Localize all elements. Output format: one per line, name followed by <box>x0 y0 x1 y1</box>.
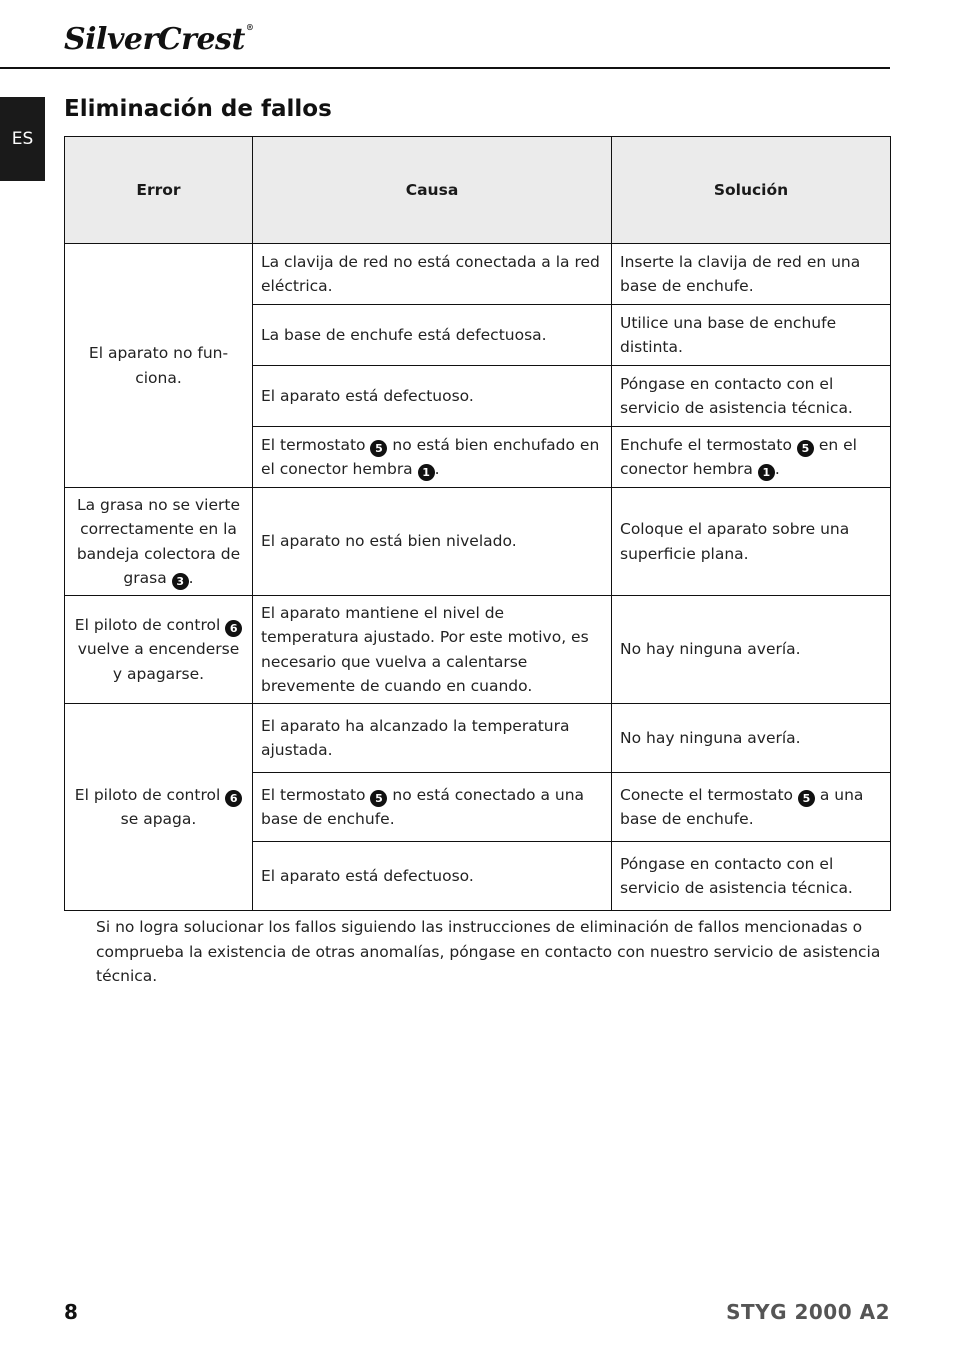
support-note: Si no logra solucionar los fallos siguiendo las instrucciones de eliminación de fallos mencionadas o comprueba la existencia de otras anomalías, póngase en contacto con nuestro servicio de asistencia técnica. <box>96 918 881 985</box>
cause-cell: La clavija de red no está conectada a la red eléctrica. <box>253 244 612 305</box>
column-header-solution: Solución <box>612 137 891 244</box>
solution-cell: Póngase en contacto con el servicio de asistencia técnica. <box>612 366 891 427</box>
language-tab-label: ES <box>11 129 34 149</box>
solution-cell: Enchufe el termostato 5 en el conector hembra 1 . <box>612 427 891 488</box>
cause-cell: El aparato mantiene el nivel de temperatura ajustado. Por este motivo, es necesario que vuelva a calentarse brevemente de cuando en cuando. <box>253 596 612 704</box>
model-code: STYG 2000 A2 <box>726 1300 890 1324</box>
column-header-cause: Causa <box>253 137 612 244</box>
solution-cell: Utilice una base de enchufe distinta. <box>612 305 891 366</box>
solution-cell: Conecte el termostato 5 a una base de enchufe. <box>612 773 891 842</box>
part-number-badge: 1 <box>418 464 435 481</box>
column-header-error: Error <box>65 137 253 244</box>
part-number-badge: 6 <box>225 790 242 807</box>
solution-cell: Coloque el aparato sobre una superficie plana. <box>612 488 891 596</box>
cause-cell: El aparato está defectuoso. <box>253 366 612 427</box>
brand-logo: SilverCrest® <box>64 22 254 57</box>
troubleshooting-table <box>64 136 891 911</box>
header-rule <box>0 67 890 69</box>
page-title: Eliminación de fallos <box>64 96 332 122</box>
table-row <box>65 596 891 704</box>
table-row <box>65 488 891 596</box>
cause-cell: El aparato no está bien nivelado. <box>253 488 612 596</box>
solution-cell: Inserte la clavija de red en una base de enchufe. <box>612 244 891 305</box>
error-cell: La grasa no se vierte correctamente en la bandeja colectora de grasa 3 . <box>65 488 253 596</box>
solution-cell: No hay ninguna avería. <box>612 596 891 704</box>
table-row <box>65 244 891 305</box>
solution-cell: Póngase en contacto con el servicio de asistencia técnica. <box>612 842 891 911</box>
part-number-badge: 5 <box>370 440 387 457</box>
table-header-row <box>65 137 891 244</box>
part-number-badge: 1 <box>758 464 775 481</box>
error-cell: El aparato no fun- ciona. <box>65 244 253 488</box>
cause-cell: El termostato 5 no está conectado a una base de enchufe. <box>253 773 612 842</box>
table-row <box>65 704 891 773</box>
cause-cell: La base de enchufe está defectuosa. <box>253 305 612 366</box>
error-cell: El piloto de control 6 vuelve a encenderse y apagarse. <box>65 596 253 704</box>
part-number-badge: 5 <box>797 440 814 457</box>
language-tab <box>0 97 45 181</box>
cause-cell: El aparato está defectuoso. <box>253 842 612 911</box>
page-number: 8 <box>64 1300 78 1324</box>
part-number-badge: 5 <box>798 790 815 807</box>
error-cell: El piloto de control 6 se apaga. <box>65 704 253 911</box>
cause-cell: El aparato ha alcanzado la temperatura ajustada. <box>253 704 612 773</box>
part-number-badge: 6 <box>225 620 242 637</box>
part-number-badge: 3 <box>172 573 189 590</box>
cause-cell: El termostato 5 no está bien enchufado en el conector hembra 1 . <box>253 427 612 488</box>
part-number-badge: 5 <box>370 790 387 807</box>
solution-cell: No hay ninguna avería. <box>612 704 891 773</box>
